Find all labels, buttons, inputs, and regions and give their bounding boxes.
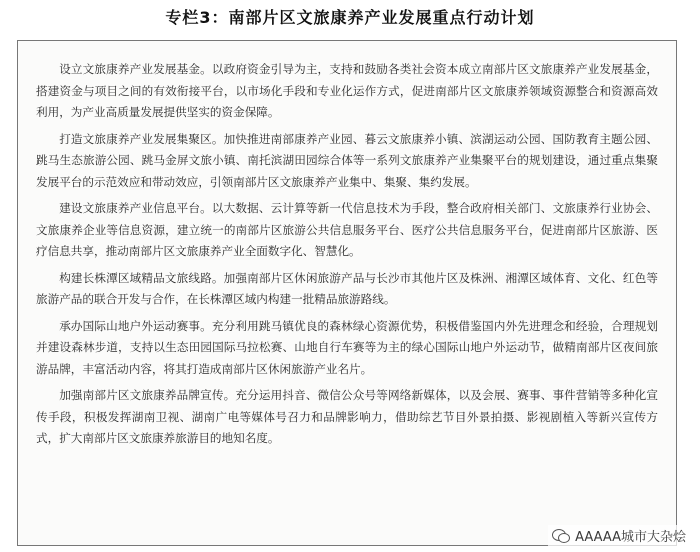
paragraph-brand-promotion: 加强南部片区文旅康养品牌宣传。充分运用抖音、微信公众号等网络新媒体，以及会展、赛事、事件营销等多种化宣传手段，积极发挥湖南卫视、湖南广电等媒体号召力和品牌影响力，借助综艺节目外景拍摄、影视剧植入等新兴宣传方式，扩大南部片区文旅康养旅游目的地知名度。 bbox=[36, 388, 658, 445]
paragraph-mountain-sports: 承办国际山地户外运动赛事。充分利用跳马镇优良的森林绿心资源优势，积极借鉴国内外先进理念和经验，合理规划并建设森林步道，支持以生态田园国际马拉松赛、山地自行车赛等为主的绿心国际山地户外运动节，做精南部片区夜间旅游品牌，丰富活动内容，将其打造成南部片区休闲旅游产业名片。 bbox=[36, 318, 658, 376]
paragraph-cluster: 打造文旅康养产业发展集聚区。加快推进南部康养产业园、暮云文旅康养小镇、滨湖运动公园、国防教育主题公园、跳马生态旅游公园、跳马金屏文旅小镇、南托滨湖田园综合体等一系列文旅康养产业集聚平台的规划建设，通过重点集聚发展平台的示范效应和带动效应，引领南部片区文旅康养产业集中、集聚、集约发展。 bbox=[36, 131, 658, 189]
source-watermark bbox=[548, 525, 690, 546]
wechat-icon bbox=[552, 529, 570, 543]
paragraph-fund: 设立文旅康养产业发展基金。以政府资金引导为主，支持和鼓励各类社会资本成立南部片区文旅康养产业发展基金，搭建资金与项目之间的有效衔接平台，以市场化手段和专业化运作方式，促进南部片区文旅康养领域资源整合和资源高效利用，为产业高质量发展提供坚实的资金保障。 bbox=[36, 62, 658, 119]
paragraph-info-platform: 建设文旅康养产业信息平台。以大数据、云计算等新一代信息技术为手段，整合政府相关部门、文旅康养行业协会、文旅康养企业等信息资源，建立统一的南部片区旅游公共信息服务平台、医疗公共信息服务平台，促进南部片区旅游、医疗信息共享，推动南部片区文旅康养产业全面数字化、智慧化。 bbox=[36, 201, 658, 258]
document-box bbox=[17, 40, 677, 546]
watermark-text: AAAAA城市大杂烩 bbox=[575, 530, 686, 545]
document-body bbox=[36, 59, 658, 455]
document-title: 专栏3：南部片区文旅康养产业发展重点行动计划 bbox=[165, 8, 535, 27]
paragraph-tour-routes: 构建长株潭区域精品文旅线路。加强南部片区休闲旅游产品与长沙市其他片区及株洲、湘潭区域体育、文化、红色等旅游产品的联合开发与合作，在长株潭区域内构建一批精品旅游路线。 bbox=[36, 270, 658, 306]
